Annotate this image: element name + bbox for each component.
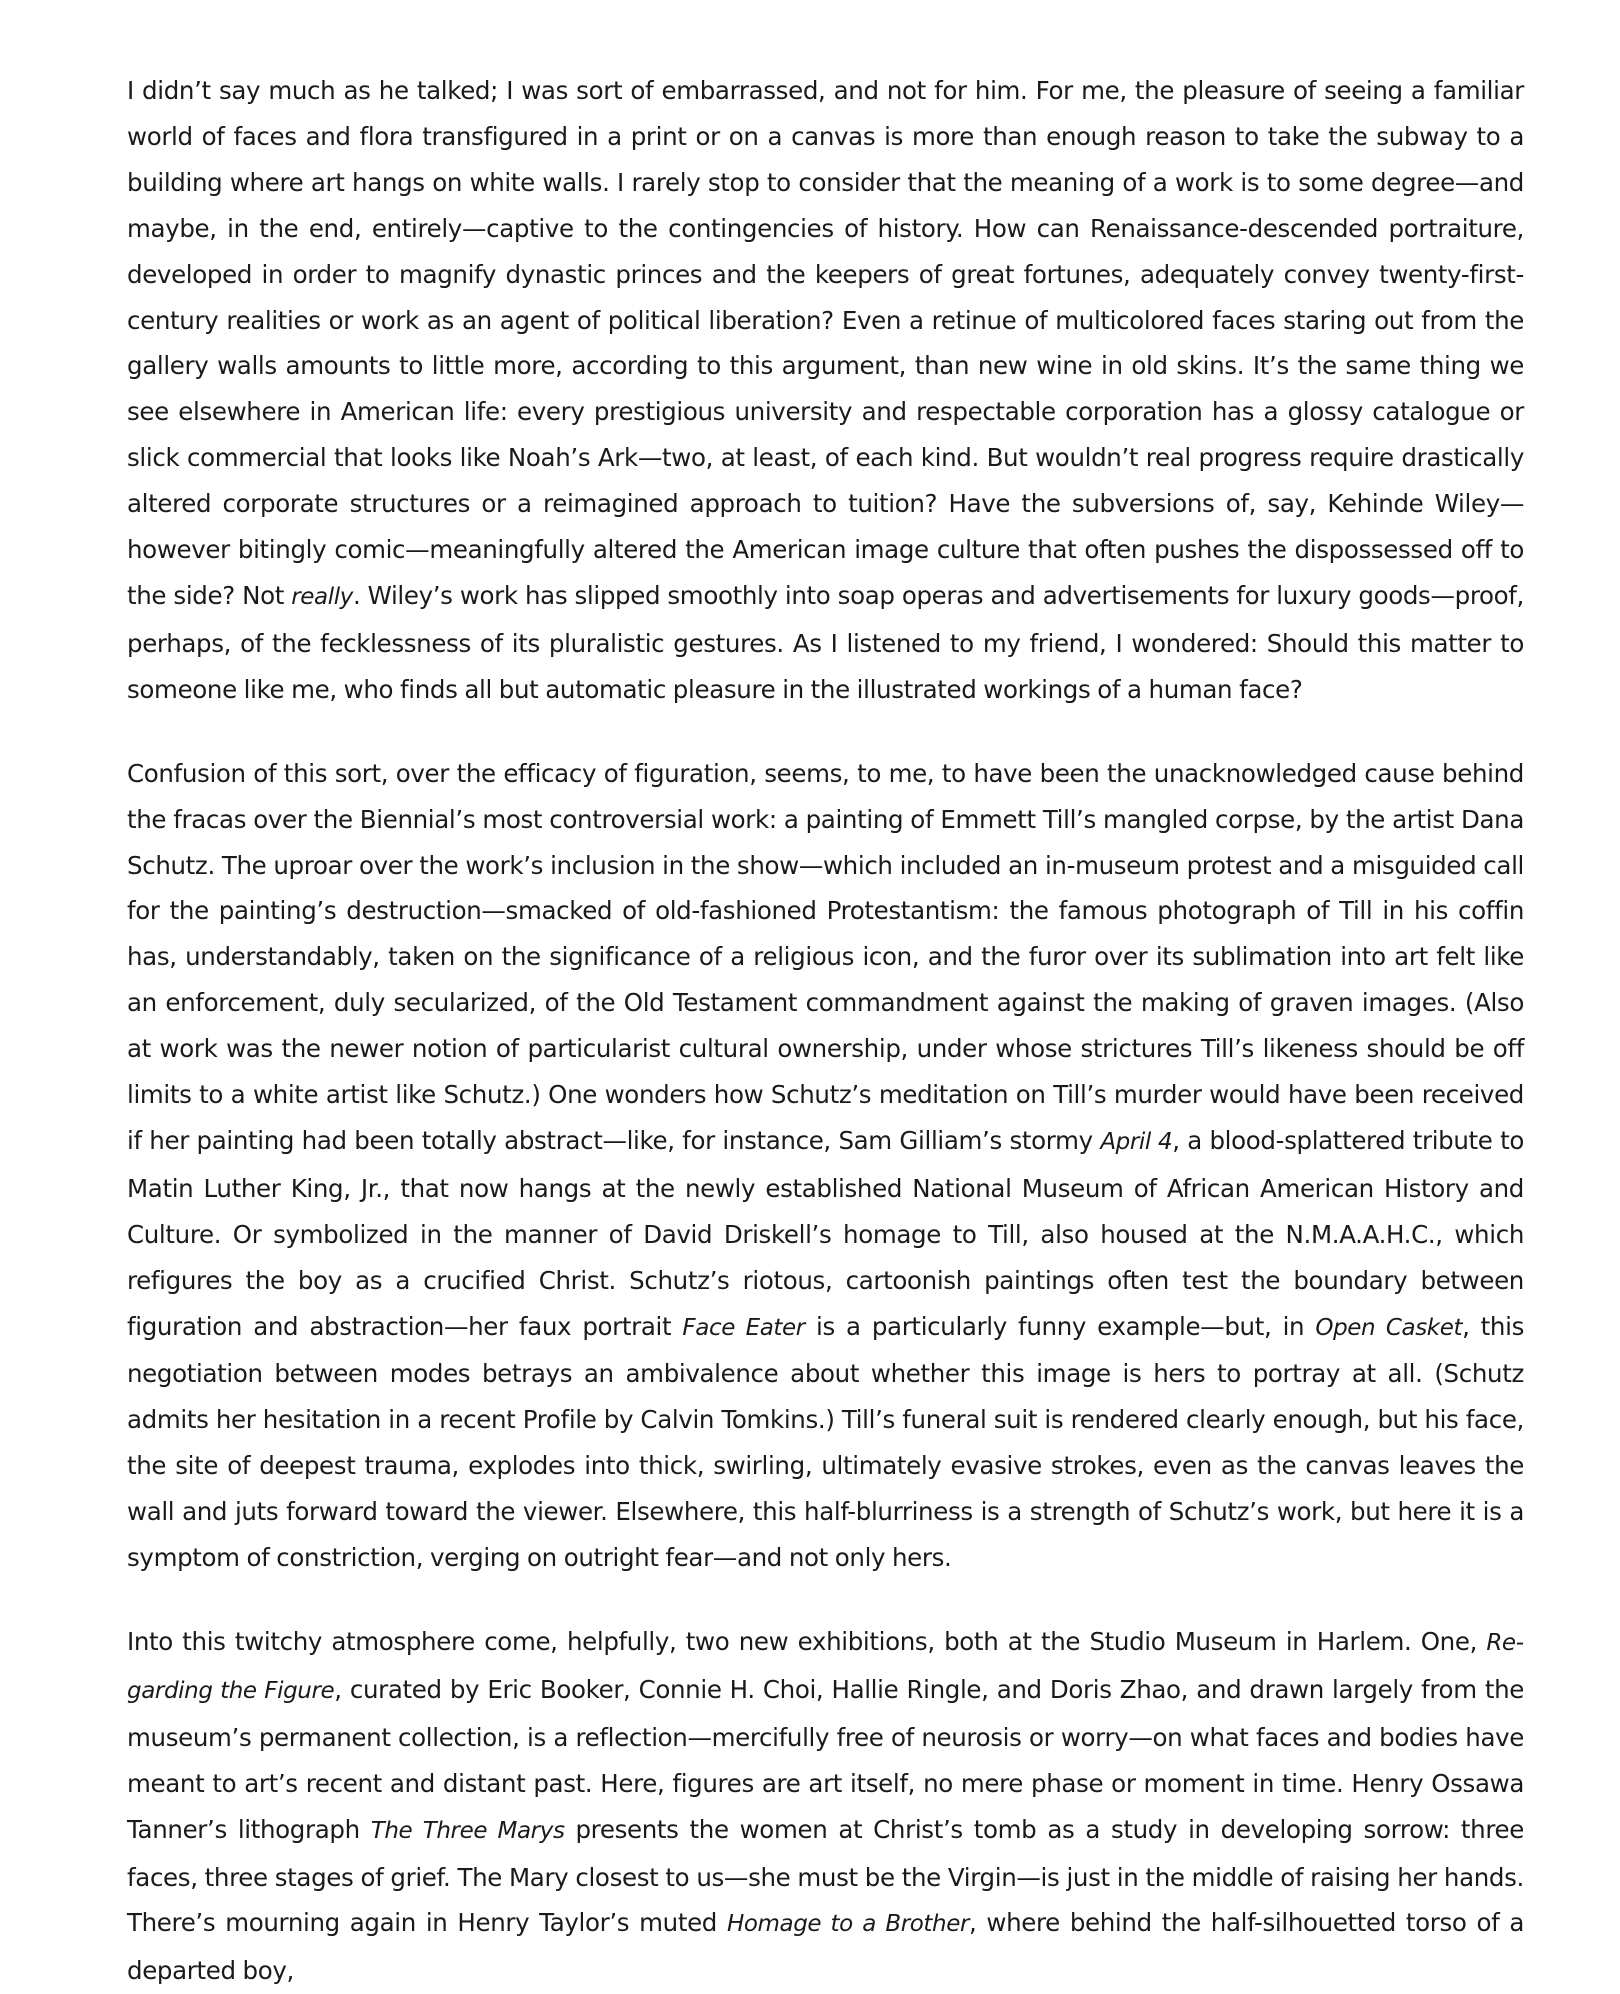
italic-title: Homage to a Brother <box>726 1911 970 1938</box>
paragraph-3 <box>127 1619 1524 1994</box>
paragraph-gap <box>127 1581 1524 1619</box>
text-segment: , curated by Eric Booker, Connie H. Choi, Hallie Ringle, and Doris Zhao, and drawn largely from the museum’s permanent collection, is a reflection—mercifully free of neurosis or worry—on what faces and bodies have meant to art’s recent and distant past. Here, figures are art itself, no mere phase or moment in time. Henry Ossawa Tanner’s lithograph <box>127 1674 1524 1844</box>
italic-title: Regarding the Figure <box>127 1630 1524 1704</box>
italic-title: really <box>291 583 353 610</box>
paragraph-2 <box>127 751 1524 1581</box>
text-segment: , a blood-splattered tribute to Matin Luther King, Jr., that now hangs at the newly established National Museum of African American History and Culture. Or symbolized in the manner of David Driskell’s homage to Till, also housed at the N.M.A.A.H.C., which refigures the boy as a crucified Christ. Schutz’s riotous, cartoonish paintings often test the boundary between figuration and abstraction—her faux portrait <box>127 1125 1524 1341</box>
text-segment: is a particularly funny example—but, in <box>804 1311 1316 1341</box>
italic-title: The Three Marys <box>370 1817 565 1844</box>
text-segment: Confusion of this sort, over the efficacy of figuration, seems, to me, to have been the unacknowledged cause behind the fracas over the Biennial’s most controversial work: a painting of Emmett Till’s mangled corpse, by the artist Dana Schutz. The uproar over the work’s inclusion in the show—which included an in-museum protest and a misguided call for the painting’s destruction—smacked of old-fashioned Protestantism: the famous photograph of Till in his coffin has, understandably, taken on the significance of a religious icon, and the furor over its sublimation into art felt like an enforcement, duly secularized, of the Old Testament commandment against the making of graven images. (Also at work was the newer notion of particularist cultural ownership, under whose strictures Till’s likeness should be off limits to a white artist like Schutz.) One wonders how Schutz’s meditation on Till’s murder would have been received if her painting had been totally abstract—like, for instance, Sam Gilliam’s stormy <box>127 758 1524 1155</box>
paragraph-1 <box>127 68 1524 713</box>
text-segment: Into this twitchy atmosphere come, helpfully, two new exhibitions, both at the Studio Museum in Harlem. One, <box>127 1627 1487 1656</box>
article-body <box>127 68 1524 1994</box>
text-segment: . Wiley’s work has slipped smoothly into soap operas and advertisements for luxury goods—proof, perhaps, of the fecklessness of its pluralistic gestures. As I listened to my friend, I wondered: Should this matter to someone like me, who finds all but automatic pleasure in the illustrated workings of a human face? <box>127 580 1524 704</box>
text-segment: presents the women at Christ’s tomb as a study in developing sorrow: three faces, three stages of grief. The Mary closest to us—she must be the Virgin—is just in the middle of raising her hands. There’s mourning again in Henry Taylor’s muted <box>127 1814 1524 1938</box>
paragraph-gap <box>127 713 1524 751</box>
italic-title: Open Casket <box>1315 1314 1463 1341</box>
text-segment: , this negotiation between modes betrays an ambivalence about whether this image is hers to portray at all. (Schutz admits her hesitation in a recent Profile by Calvin Tomkins.) Till’s funeral suit is rendered clearly enough, but his face, the site of deepest trauma, explodes into thick, swirling, ultimately evasive strokes, even as the canvas leaves the wall and juts forward toward the viewer. Elsewhere, this half-blurriness is a strength of Schutz’s work, but here it is a symptom of constriction, verging on outright fear—and not only hers. <box>127 1311 1524 1573</box>
text-segment: I didn’t say much as he talked; I was sort of embarrassed, and not for him. For me, the pleasure of seeing a familiar world of faces and flora transfigured in a print or on a canvas is more than enough reason to take the subway to a building where art hangs on white walls. I rarely stop to consider that the meaning of a work is to some degree—and maybe, in the end, entirely—captive to the contingencies of history. How can Renaissance-descended portraiture, developed in order to magnify dynastic princes and the keepers of great fortunes, adequately convey twenty-first-century realities or work as an agent of political liberation? Even a retinue of multicolored faces staring out from the gallery walls amounts to little more, according to this argument, than new wine in old skins. It’s the same thing we see elsewhere in American life: every prestigious university and respectable corporation has a glossy catalogue or slick commercial that looks like Noah’s Ark—two, at least, of each kind. But wouldn’t real progress require drastically altered corporate structures or a reimagined approach to tuition? Have the subversions of, say, Kehinde Wiley—however bitingly comic—meaningfully altered the American image culture that often pushes the dispossessed off to the side? Not <box>127 76 1524 610</box>
italic-title: April 4 <box>1100 1128 1173 1155</box>
text-segment: , where behind the half-silhouetted torso of a departed boy, <box>127 1908 1524 1986</box>
italic-title: Face Eater <box>682 1314 805 1341</box>
